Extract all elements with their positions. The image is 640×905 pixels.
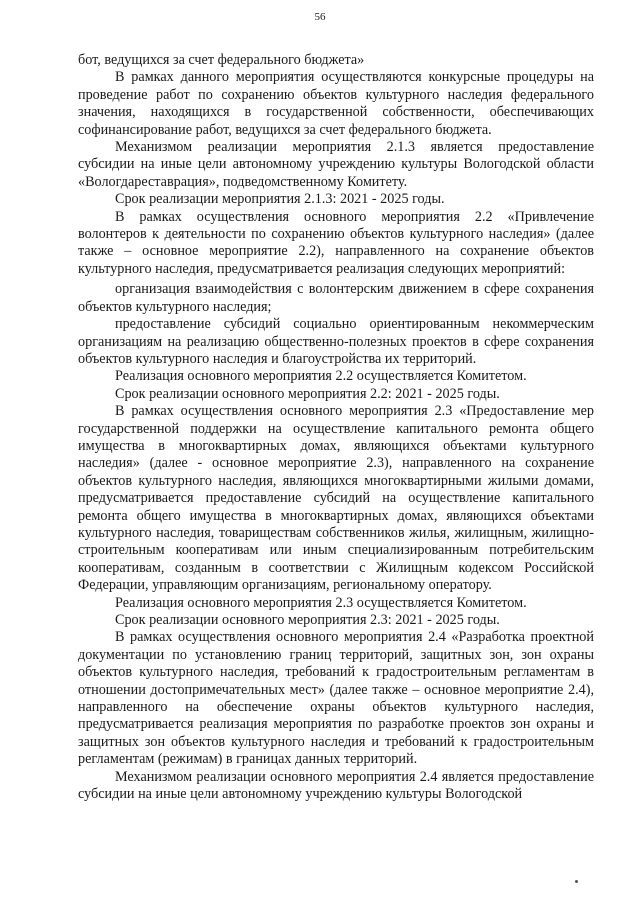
paragraph-competitive-procedures: В рамках данного мероприятия осуществляются конкурсные процедуры на проведение работ по сохранению объектов культурного наследия федерального значения, находящихся в государственной собственности, обеспечивающих софинансирование работ, ведущихся за счет федерального бюджета. [78, 69, 594, 138]
paragraph-term-2-3: Срок реализации основного мероприятия 2.3: 2021 - 2025 годы. [115, 612, 500, 628]
page-number: 56 [314, 11, 326, 23]
paragraph-continuation: бот, ведущихся за счет федерального бюджета» [78, 52, 365, 68]
document-body [78, 52, 594, 803]
paragraph-mechanism-2-4: Механизмом реализации основного мероприятия 2.4 является предоставление субсидии на иные цели автономному учреждению культуры Вологодской [78, 768, 594, 803]
paragraph-measure-2-3: В рамках осуществления основного мероприятия 2.3 «Предоставление мер государственной поддержки на осуществление капитального ремонта общего имущества в многоквартирных домах, являющихся объектами культурного наследия» (далее - основное мероприятие 2.3), направленного на сохранение объектов культурного наследия, являющихся многоквартирными жилыми домами, предусматривается предоставление субсидий на осуществление капитального ремонта общего имущества в многоквартирных домах, являющихся объектами культурного наследия, товариществам собственников жилья, жилищным, жилищно-строительным кооперативам или иным специализированным потребительским кооперативам, созданным в соответствии с Жилищным кодексом Российской Федерации, управляющим организациям, региональному оператору. [78, 403, 594, 594]
paragraph-measure-2-2: В рамках осуществления основного мероприятия 2.2 «Привлечение волонтеров к деятельности по сохранению объектов культурного наследия» (далее также – основное мероприятие 2.2), направленного на сохранение объектов культурного наследия, предусматривается реализация следующих мероприятий: [78, 208, 594, 277]
list-item-subsidies-nko: предоставление субсидий социально ориентированным некоммерческим организациям на реализацию общественно-полезных проектов в сфере сохранения объектов культурного наследия и благоустройства их территорий. [78, 316, 594, 367]
paragraph-implementation-2-2: Реализация основного мероприятия 2.2 осуществляется Комитетом. [115, 368, 527, 385]
paragraph-measure-2-4: В рамках осуществления основного мероприятия 2.4 «Разработка проектной документации по установлению границ территорий, защитных зон, зон охраны объектов культурного наследия, требований к градостроительным регламентам в отношении достопримечательных мест» (далее также – основное мероприятие 2.4), направленного на обеспечение охраны объектов культурного наследия, предусматривается реализация мероприятия по разработке проектов зон охраны и защитных зон объектов культурного наследия и требований к градостроительным регламентам (режимам) в границах данных территорий. [78, 629, 594, 768]
list-item-volunteer-interaction: организация взаимодействия с волонтерским движением в сфере сохранения объектов культурного наследия; [78, 281, 594, 315]
paragraph-term-2-1-3: Срок реализации мероприятия 2.1.3: 2021 - 2025 годы. [115, 191, 445, 208]
paragraph-implementation-2-3: Реализация основного мероприятия 2.3 осуществляется Комитетом. [115, 594, 527, 611]
paragraph-term-2-2: Срок реализации основного мероприятия 2.2: 2021 - 2025 годы. [115, 385, 500, 402]
paragraph-mechanism-2-1-3: Механизмом реализации мероприятия 2.1.3 является предоставление субсидии на иные цели автономному учреждению культуры Вологодской области «Вологдареставрация», подведомственному Комитету. [78, 139, 594, 190]
scan-speck [575, 880, 578, 883]
